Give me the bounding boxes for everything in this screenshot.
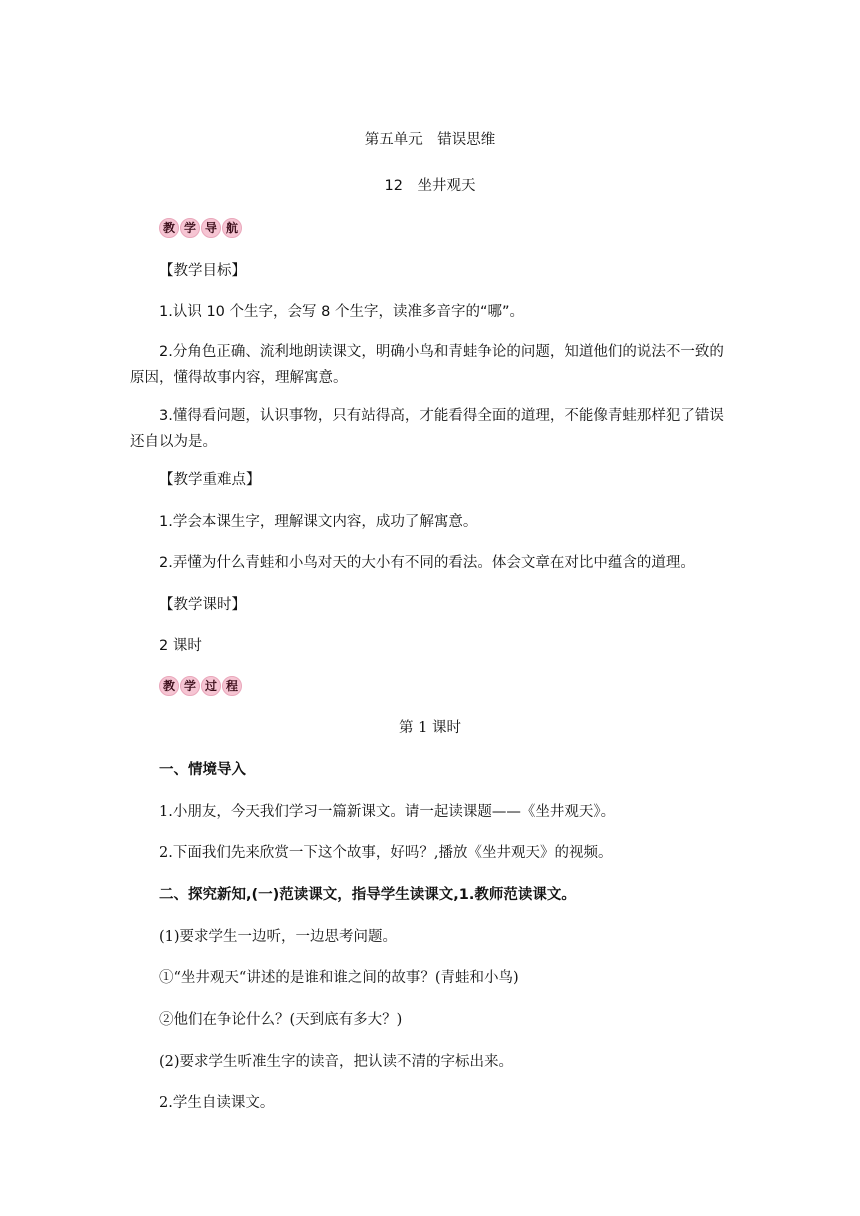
section-2-paragraph: (2)要求学生听准生字的读音，把认读不清的字标出来。 (159, 1054, 514, 1070)
unit-title: 第五单元 错误思维 (364, 132, 496, 148)
key-point-2: 2.弄懂为什么青蛙和小鸟对天的大小有不同的看法。体会文章在对比中蕴含的道理。 (159, 555, 695, 571)
badge-char: 学 (180, 676, 200, 696)
period-heading: 第 1 课时 (399, 720, 461, 736)
section-2-paragraph: (1)要求学生一边听，一边思考问题。 (159, 929, 398, 945)
section-2-heading: 二、探究新知,(一)范读课文，指导学生读课文,1.教师范读课文。 (159, 887, 576, 903)
badge-char: 教 (159, 218, 179, 238)
section-1-heading: 一、情境导入 (159, 762, 246, 778)
lesson-title: 12 坐井观天 (384, 178, 476, 194)
badge-char: 程 (222, 676, 242, 696)
hours-value: 2 课时 (159, 638, 202, 654)
goal-1: 1.认识 10 个生字，会写 8 个生字，读准多音字的“哪”。 (159, 304, 524, 320)
section-1-paragraph: 1.小朋友，今天我们学习一篇新课文。请一起读课题——《坐井观天》。 (159, 804, 616, 820)
section-2-paragraph: 2.学生自读课文。 (159, 1095, 275, 1111)
teaching-process-badge (159, 675, 243, 697)
goal-3: 3.懂得看问题，认识事物，只有站得高，才能看得全面的道理，不能像青蛙那样犯了错误还自以为是。 (130, 408, 724, 450)
badge-char: 过 (201, 676, 221, 696)
badge-char: 学 (180, 218, 200, 238)
badge-char: 航 (222, 218, 242, 238)
hours-header: 【教学课时】 (159, 597, 246, 613)
section-1-paragraph: 2.下面我们先来欣赏一下这个故事，好吗？,播放《坐井观天》的视频。 (159, 845, 613, 861)
section-2-paragraph: ②他们在争论什么？(天到底有多大？) (159, 1012, 403, 1028)
goal-2: 2.分角色正确、流利地朗读课文，明确小鸟和青蛙争论的问题，知道他们的说法不一致的原因，懂得故事内容，理解寓意。 (130, 344, 724, 386)
section-2-paragraph: ①“坐井观天“讲述的是谁和谁之间的故事？(青蛙和小鸟) (159, 970, 519, 986)
goals-header: 【教学目标】 (159, 263, 246, 279)
badge-char: 导 (201, 218, 221, 238)
teaching-navigation-badge (159, 217, 243, 239)
key-point-1: 1.学会本课生字，理解课文内容，成功了解寓意。 (159, 514, 478, 530)
badge-char: 教 (159, 676, 179, 696)
key-points-header: 【教学重难点】 (159, 472, 261, 488)
